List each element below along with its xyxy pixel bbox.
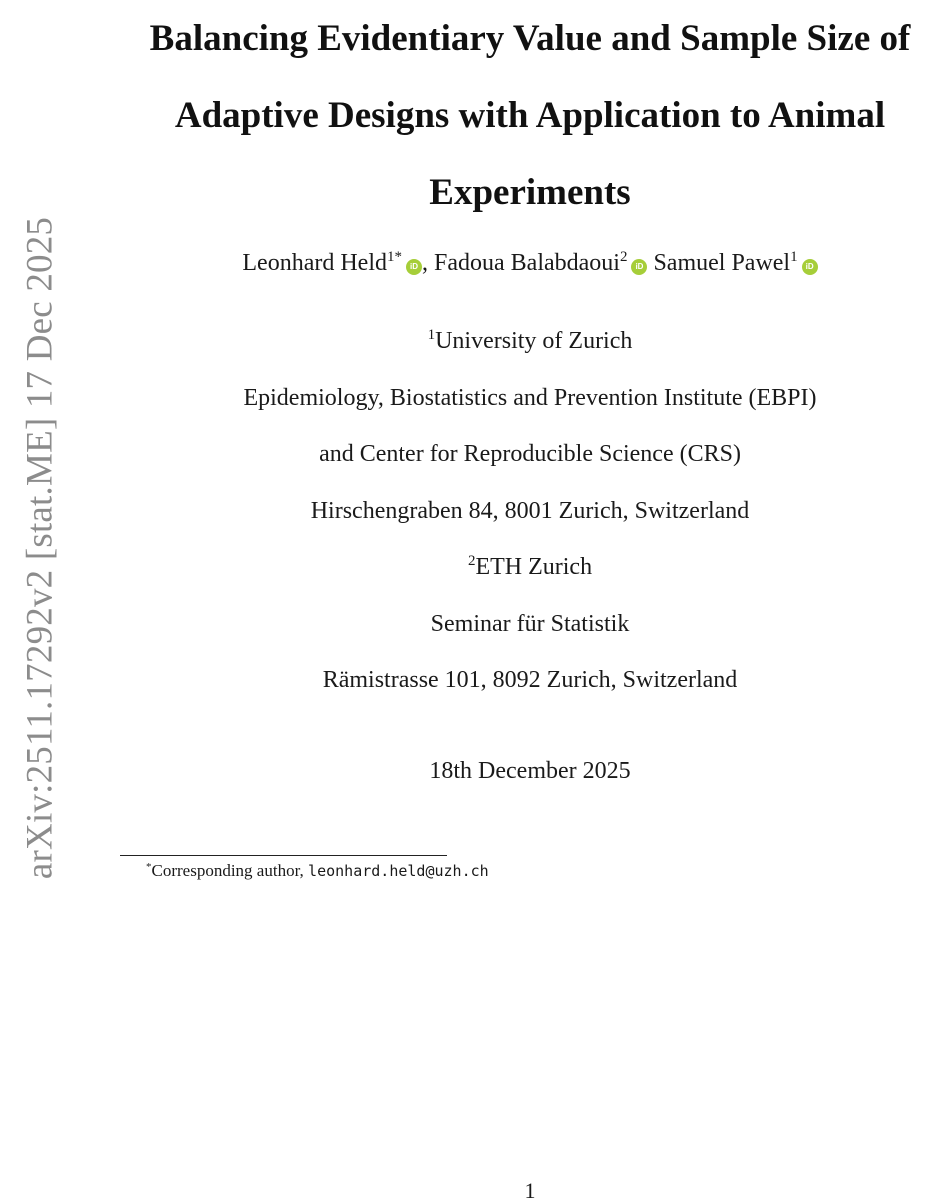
paper-title xyxy=(120,0,935,231)
page-number: 1 xyxy=(524,1178,536,1203)
author-name: Samuel Pawel xyxy=(653,250,791,276)
title-line: Experiments xyxy=(429,172,631,213)
affiliation-line: Seminar für Statistik xyxy=(430,611,630,637)
author-name: Fadoua Balabdaoui xyxy=(434,250,620,276)
footnote xyxy=(146,861,489,881)
corresponding-email-link[interactable]: leonhard.held@uzh.ch xyxy=(308,862,489,880)
affiliation-mark: 2 xyxy=(467,553,476,569)
affiliation-line: Rämistrasse 101, 8092 Zurich, Switzerland xyxy=(322,667,738,693)
orcid-icon[interactable]: iD xyxy=(631,259,647,275)
author-affiliation-mark: 1* xyxy=(387,249,402,265)
title-line: Adaptive Designs with Application to Animal xyxy=(174,95,886,136)
footnote-mark: * xyxy=(146,861,152,873)
affiliation-mark: 1 xyxy=(427,327,436,343)
author-list xyxy=(120,250,935,277)
footnote-divider xyxy=(120,855,447,856)
affiliation-line: $^1$University of Zurich xyxy=(427,327,633,354)
orcid-icon[interactable]: iD xyxy=(802,259,818,275)
arxiv-identifier-stamp: arXiv:2511.17292v2 [stat.ME] 17 Dec 2025 xyxy=(19,216,61,880)
author-separator: , xyxy=(422,250,434,276)
orcid-icon[interactable]: iD xyxy=(406,259,422,275)
author-affiliation-mark: 1 xyxy=(790,249,798,265)
affiliation-line: Epidemiology, Biostatistics and Prevention Institute (EBPI) xyxy=(243,385,817,411)
affiliation-line: and Center for Reproducible Science (CRS) xyxy=(319,441,741,467)
footnote-text: Corresponding author, xyxy=(151,861,309,880)
title-line: Balancing Evidentiary Value and Sample Size of xyxy=(149,18,911,59)
paper-date: 18th December 2025 xyxy=(429,758,631,784)
author-affiliation-mark: 2 xyxy=(619,249,628,265)
author-name: Leonhard Held xyxy=(242,250,387,276)
affiliation-line: Hirschengraben 84, 8001 Zurich, Switzerland xyxy=(310,498,750,524)
affiliation-line: $^2$ETH Zurich xyxy=(467,553,593,580)
